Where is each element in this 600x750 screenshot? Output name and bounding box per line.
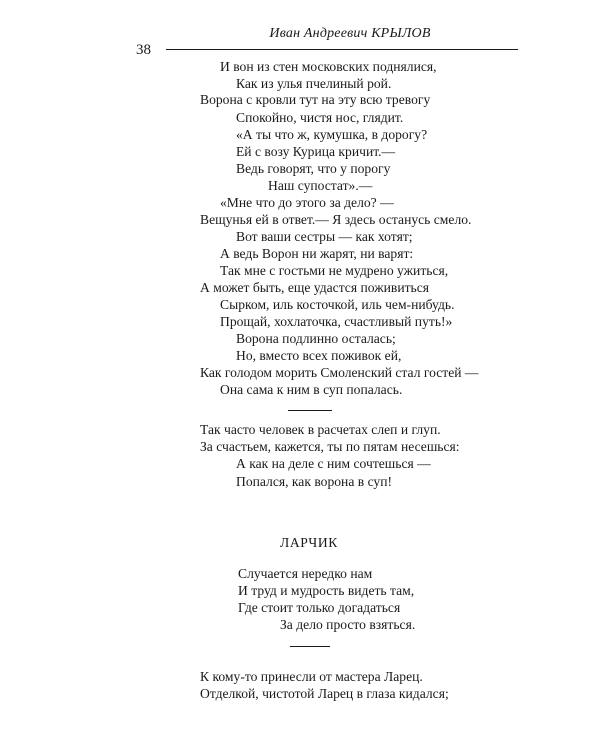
- poem-line: Прощай, хохлаточка, счастливый путь!»: [220, 314, 453, 329]
- intro-line: Где стоит только догадаться: [238, 600, 401, 615]
- poem-line: А может быть, еще удастся поживиться: [200, 280, 430, 295]
- poem-line: Ворона с кровли тут на эту всю тревогу: [200, 92, 431, 107]
- header-rule: [166, 49, 518, 50]
- section-separator: [290, 646, 330, 647]
- intro-line: И труд и мудрость видеть там,: [238, 583, 415, 598]
- poem-line: Ведь говорят, что у порогу: [236, 161, 391, 176]
- poem-line: Ворона подлинно осталась;: [236, 331, 396, 346]
- section-separator: [288, 410, 332, 411]
- poem-line: Как из улья пчелиный рой.: [236, 76, 392, 91]
- poem-line: Сырком, иль косточкой, иль чем-нибудь.: [220, 297, 455, 312]
- poem-line: Вот ваши сестры — как хотят;: [236, 229, 413, 244]
- poem-line: Как голодом морить Смоленский стал гостей —: [200, 365, 479, 380]
- poem-line: Но, вместо всех поживок ей,: [236, 348, 402, 363]
- poem-line: Вещунья ей в ответ.— Я здесь останусь смело.: [200, 212, 472, 227]
- poem-line: И вон из стен московских поднялися,: [220, 59, 437, 74]
- intro-line: Случается нередко нам: [238, 566, 373, 581]
- poem-line: «Мне что до этого за дело? —: [220, 195, 394, 210]
- poem-line: А ведь Ворон ни жарят, ни варят:: [220, 246, 414, 261]
- moral-line: За счастьем, кажется, ты по пятам несешься:: [200, 439, 460, 454]
- poem-line: Наш супостат».—: [268, 178, 373, 193]
- moral-line: Так часто человек в расчетах слеп и глуп.: [200, 422, 441, 437]
- running-head: Иван Андреевич КРЫЛОВ: [215, 26, 485, 42]
- poem-line: Спокойно, чистя нос, глядит.: [236, 110, 404, 125]
- moral-line: А как на деле с ним сочтешься —: [236, 456, 431, 471]
- poem-line: Она сама к ним в суп попалась.: [220, 382, 403, 397]
- intro-line: За дело просто взяться.: [280, 617, 416, 632]
- poem-line: К кому-то принесли от мастера Ларец.: [200, 669, 423, 684]
- page-number: 38: [136, 42, 151, 58]
- poem-line: «А ты что ж, кумушка, в дорогу?: [236, 127, 428, 142]
- poem-title: ЛАРЧИК: [280, 535, 338, 550]
- poem-line: Так мне с гостьми не мудрено ужиться,: [220, 263, 449, 278]
- moral-line: Попался, как ворона в суп!: [236, 474, 393, 489]
- poem-line: Ей с возу Курица кричит.—: [236, 144, 396, 159]
- poem-line: Отделкой, чистотой Ларец в глаза кидался;: [200, 686, 449, 701]
